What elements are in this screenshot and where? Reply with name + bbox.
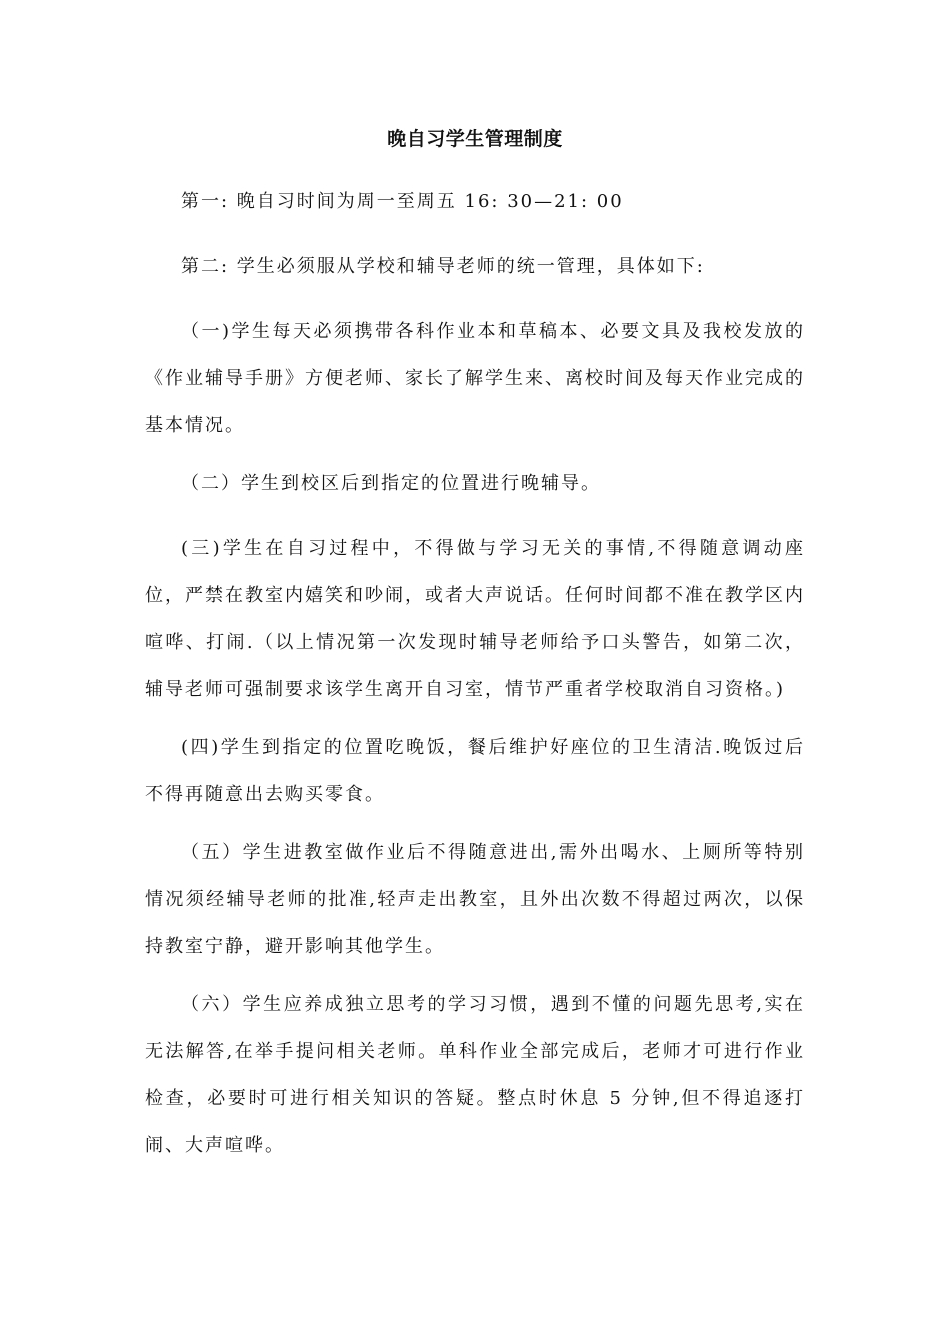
paragraph-item-2: （二）学生到校区后到指定的位置进行晚辅导。 bbox=[181, 473, 601, 494]
paragraph-item-6: （六）学生应养成独立思考的学习习惯，遇到不懂的问题先思考,实在无法解答,在举手提问相关老师。单科作业全部完成后，老师才可进行作业检查，必要时可进行相关知识的答疑。整点时休息 5 分钟,但不得追逐打闹、大声喧哗。 bbox=[145, 994, 805, 1156]
paragraph-item-3: (三)学生在自习过程中，不得做与学习无关的事情,不得随意调动座位，严禁在教室内嬉笑和吵闹，或者大声说话。任何时间都不准在教学区内喧哗、打闹.（以上情况第一次发现时辅导老师给予口头警告，如第二次，辅导老师可强制要求该学生离开自习室，情节严重者学校取消自习资格。) bbox=[145, 538, 805, 700]
document-title: 晚自习学生管理制度 bbox=[387, 128, 563, 150]
paragraph-2-management: 第二: 学生必须服从学校和辅导老师的统一管理，具体如下: bbox=[181, 256, 705, 277]
paragraph-item-4: (四)学生到指定的位置吃晚饭，餐后维护好座位的卫生清洁.晚饭过后不得再随意出去购买零食。 bbox=[145, 737, 805, 805]
paragraph-item-5: （五）学生进教室做作业后不得随意进出,需外出喝水、上厕所等特别情况须经辅导老师的批准,轻声走出教室，且外出次数不得超过两次，以保持教室宁静，避开影响其他学生。 bbox=[145, 842, 805, 957]
paragraph-1-time: 第一: 晚自习时间为周一至周五 16: 30—21: 00 bbox=[181, 191, 624, 212]
paragraph-item-1: （一)学生每天必须携带各科作业本和草稿本、必要文具及我校发放的《作业辅导手册》方便老师、家长了解学生来、离校时间及每天作业完成的基本情况。 bbox=[145, 321, 805, 436]
